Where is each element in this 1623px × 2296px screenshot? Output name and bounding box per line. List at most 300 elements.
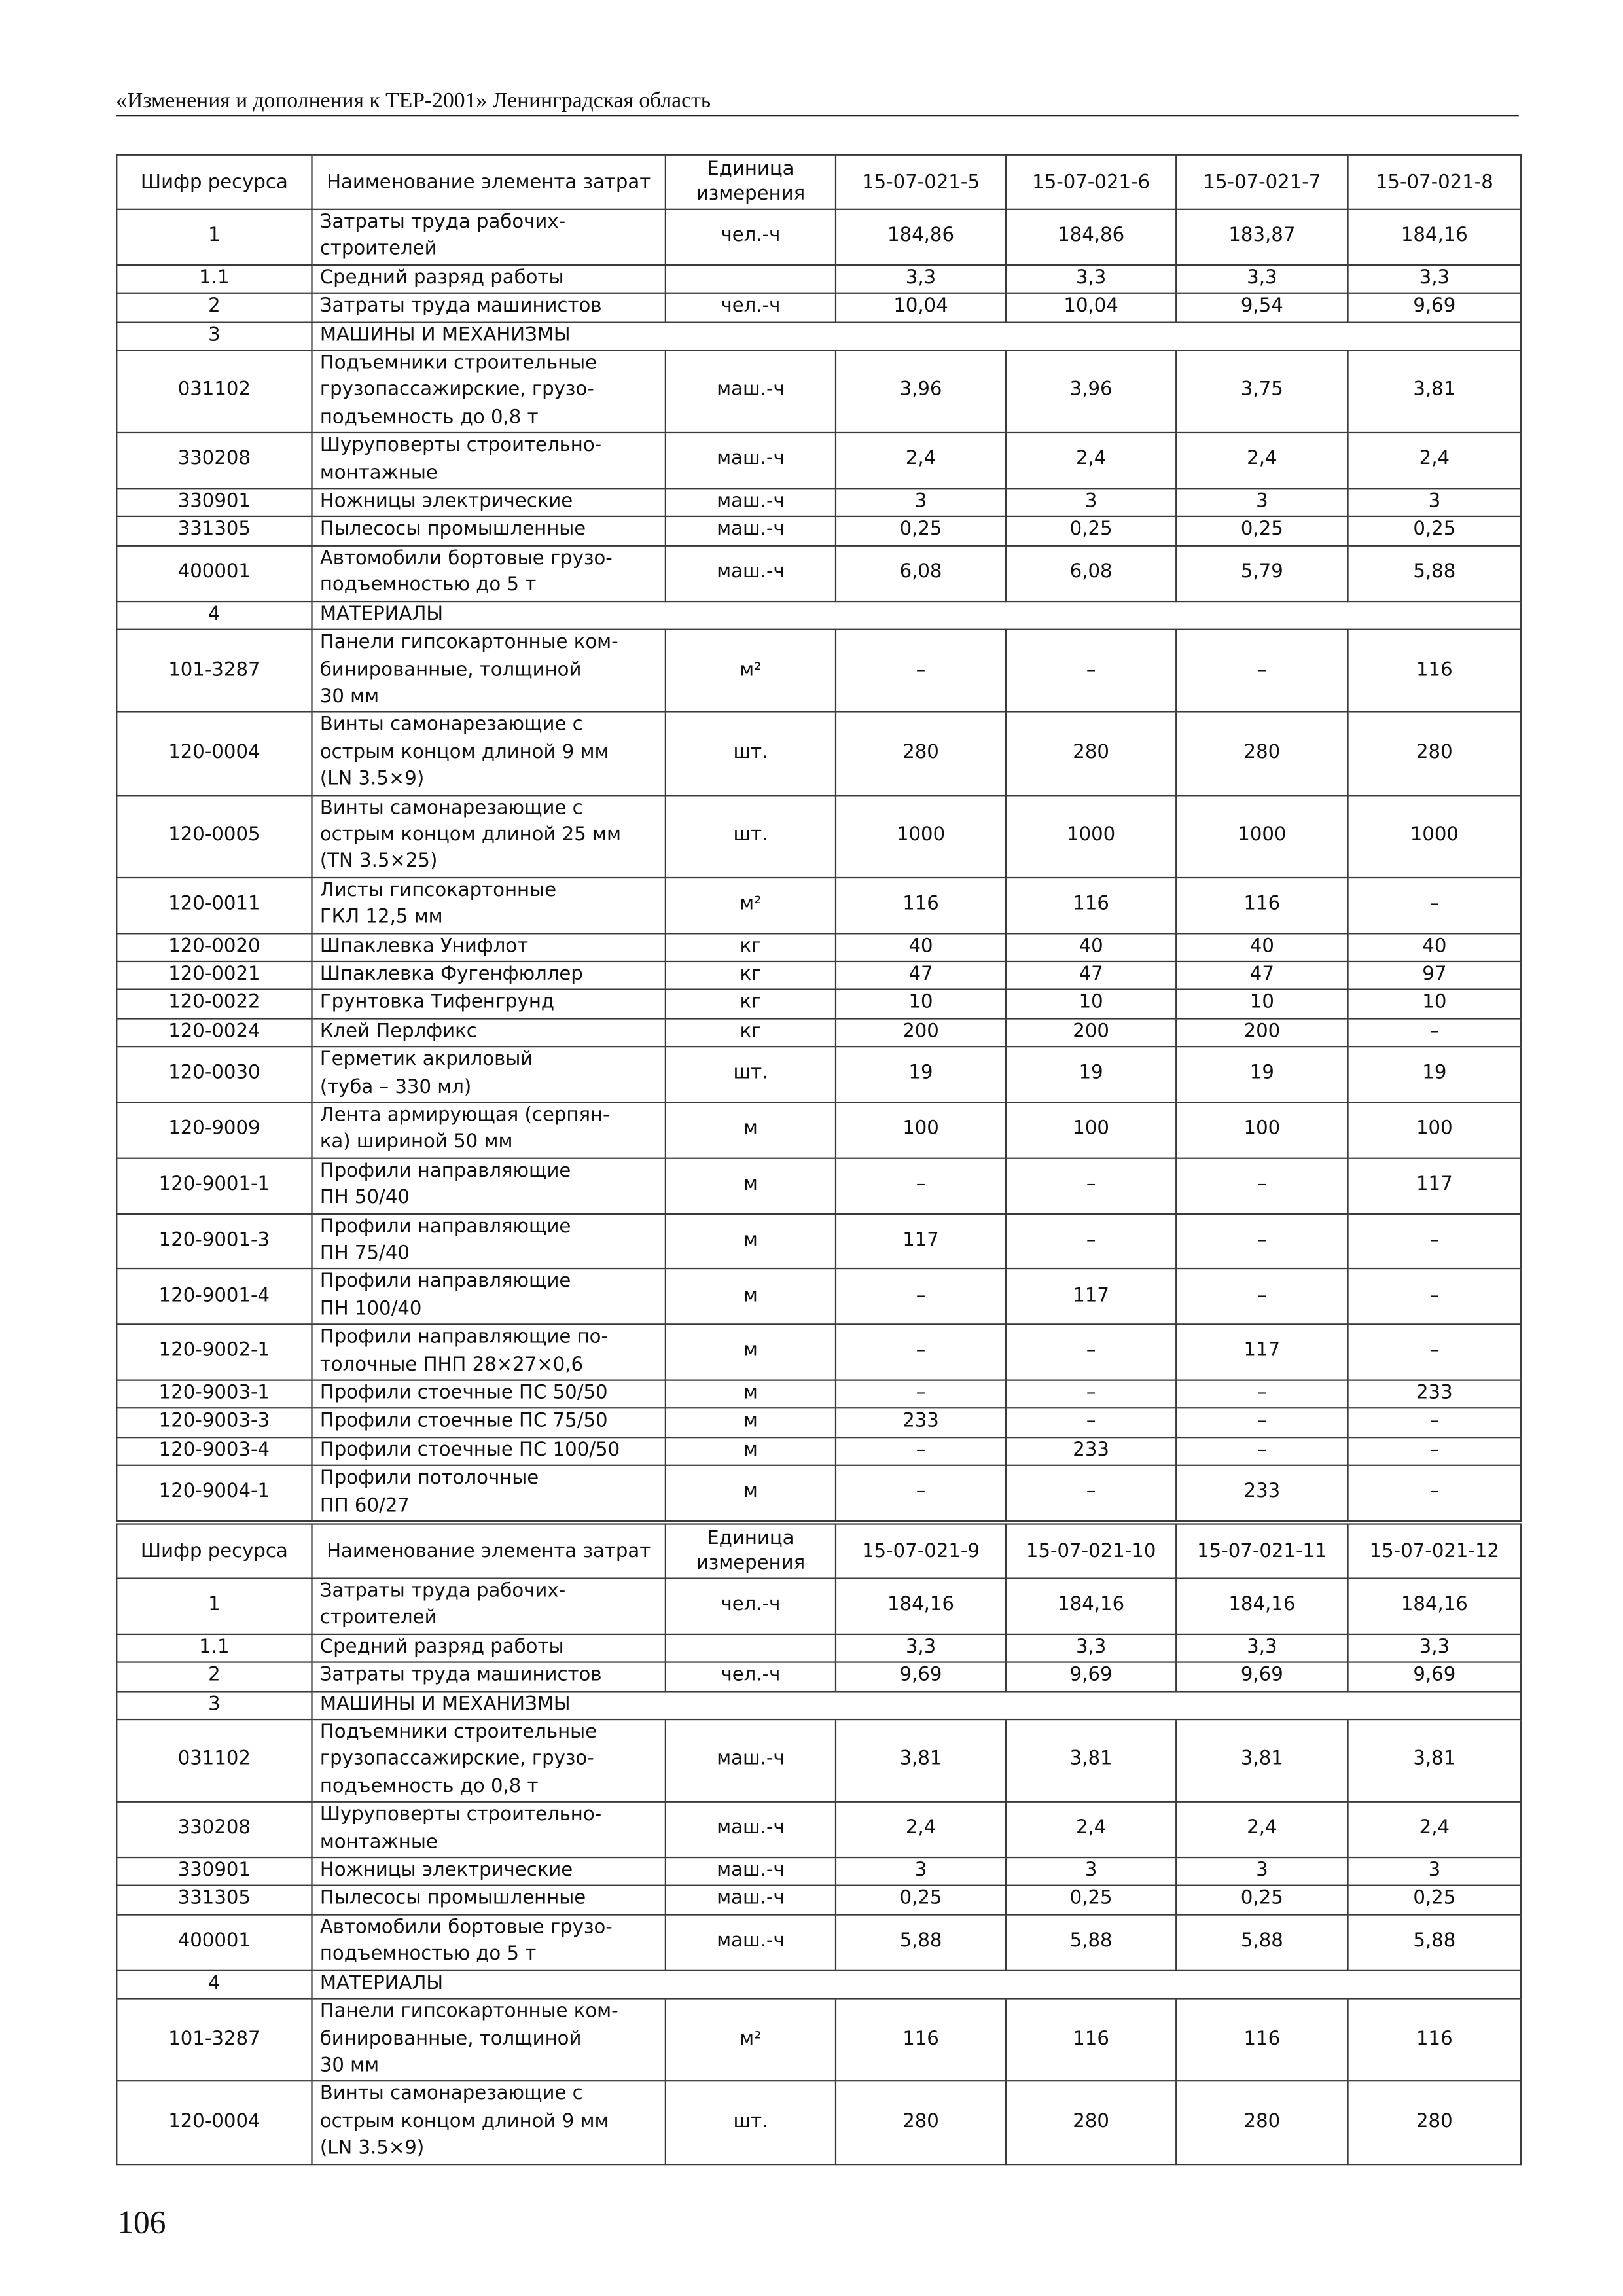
norm-value: 9,69: [1348, 293, 1522, 322]
norm-value: 3,75: [1176, 350, 1347, 433]
resource-unit: шт.: [666, 2081, 836, 2164]
norm-value: –: [1006, 1465, 1176, 1521]
resource-name: [312, 1579, 665, 1634]
norm-value: 280: [1006, 712, 1176, 795]
resource-unit: маш.-ч: [666, 1719, 836, 1802]
resource-name: [312, 1914, 665, 1970]
table-row: [116, 1047, 1521, 1103]
resource-code: 330208: [116, 1802, 312, 1857]
table-row: [116, 293, 1521, 322]
resource-unit: м²: [666, 877, 836, 933]
resource-unit: чел.-ч: [666, 293, 836, 322]
norm-value: –: [1006, 1380, 1176, 1409]
resource-code: 031102: [116, 350, 312, 433]
table-row: [116, 1269, 1521, 1325]
resource-name-line: грузопассажирские, грузо-: [319, 1748, 594, 1771]
norm-value: 280: [1348, 2081, 1522, 2164]
resource-name-line: Винты самонарезающие с: [319, 2083, 583, 2106]
norm-value: –: [1176, 1213, 1347, 1269]
resource-name-line: Шпаклевка Фугенфюллер: [319, 963, 583, 986]
resource-name: [312, 630, 665, 712]
resource-name-line: Шпаклевка Унифлот: [319, 935, 529, 958]
resource-unit: маш.-ч: [666, 350, 836, 433]
norm-value: 47: [1006, 961, 1176, 990]
norm-value: –: [1176, 1380, 1347, 1409]
resource-table-1: [116, 154, 1522, 1522]
norm-value: 3,3: [1006, 1634, 1176, 1662]
norm-value: 19: [1176, 1047, 1347, 1103]
resource-name-line: строителей: [319, 1607, 437, 1630]
resource-code: 1: [116, 209, 312, 265]
table-row: [116, 1999, 1521, 2081]
resource-unit: кг: [666, 961, 836, 990]
resource-unit: шт.: [666, 1047, 836, 1103]
resource-unit: кг: [666, 990, 836, 1018]
resource-code: 120-9001-3: [116, 1213, 312, 1269]
resource-name: [312, 1634, 665, 1662]
norm-value: 3: [1006, 1857, 1176, 1886]
norm-value: 3,81: [1006, 1719, 1176, 1802]
norm-value: 5,88: [1348, 546, 1522, 601]
resource-unit: [666, 265, 836, 294]
norm-value: 2,4: [1348, 433, 1522, 489]
resource-name-line: монтажные: [319, 1831, 438, 1854]
header-norm: 15-07-021-10: [1006, 1524, 1176, 1579]
norm-value: 6,08: [1006, 546, 1176, 601]
resource-name: [312, 293, 665, 322]
resource-unit: маш.-ч: [666, 433, 836, 489]
norm-value: 1000: [1006, 795, 1176, 877]
resource-name-line: ПП 60/27: [319, 1495, 410, 1517]
norm-value: 117: [836, 1213, 1006, 1269]
norm-value: 5,79: [1176, 546, 1347, 601]
resource-name: [312, 961, 665, 990]
resource-code: 120-9009: [116, 1102, 312, 1158]
norm-value: 3,81: [1348, 1719, 1522, 1802]
resource-name-line: подъемность до 0,8 т: [319, 1776, 539, 1798]
norm-value: 3: [836, 1857, 1006, 1886]
norm-value: 40: [1006, 933, 1176, 961]
norm-value: 3,3: [1176, 265, 1347, 294]
norm-value: 10: [1176, 990, 1347, 1018]
norm-value: 116: [1176, 877, 1347, 933]
resource-name: [312, 877, 665, 933]
header-norm: 15-07-021-9: [836, 1524, 1006, 1579]
norm-value: 2,4: [1006, 1802, 1176, 1857]
resource-name: [312, 488, 665, 517]
resource-unit: маш.-ч: [666, 517, 836, 546]
resource-name-line: ка) шириной 50 мм: [319, 1132, 513, 1154]
norm-value: 1000: [1176, 795, 1347, 877]
table-row: [116, 1158, 1521, 1213]
resource-code: 120-9003-1: [116, 1380, 312, 1409]
norm-value: 9,69: [1006, 1662, 1176, 1691]
resource-name-line: подъемностью до 5 т: [319, 1943, 537, 1966]
table-header-row: [116, 155, 1521, 209]
resource-code: 2: [116, 293, 312, 322]
norm-value: –: [1176, 1408, 1347, 1437]
table-row: [116, 1886, 1521, 1915]
resource-unit: м: [666, 1325, 836, 1380]
resource-code: 120-0022: [116, 990, 312, 1018]
norm-value: 2,4: [1006, 433, 1176, 489]
header-norm: 15-07-021-5: [836, 155, 1006, 209]
norm-value: 47: [836, 961, 1006, 990]
section-title: МАШИНЫ И МЕХАНИЗМЫ: [312, 1691, 1521, 1720]
resource-unit: м: [666, 1465, 836, 1521]
norm-value: 280: [836, 712, 1006, 795]
resource-name: [312, 1999, 665, 2081]
resource-name-line: 30 мм: [319, 2054, 380, 2077]
table-row: [116, 1102, 1521, 1158]
resource-code: 120-9001-4: [116, 1269, 312, 1325]
norm-value: 3,96: [836, 350, 1006, 433]
resource-name-line: Профили направляющие: [319, 1215, 571, 1238]
norm-value: 97: [1348, 961, 1522, 990]
resource-unit: шт.: [666, 795, 836, 877]
norm-value: 19: [1006, 1047, 1176, 1103]
resource-code: 120-0004: [116, 712, 312, 795]
resource-name: [312, 1158, 665, 1213]
resource-code: 1.1: [116, 265, 312, 294]
norm-value: 200: [1176, 1018, 1347, 1047]
resource-code: 120-9004-1: [116, 1465, 312, 1521]
resource-name-line: Средний разряд работы: [319, 267, 564, 289]
resource-name-line: Профили направляющие по-: [319, 1327, 609, 1349]
norm-value: 10: [1006, 990, 1176, 1018]
table-row: [116, 712, 1521, 795]
resource-name-line: Профили стоечные ПС 50/50: [319, 1382, 608, 1405]
norm-value: 2,4: [1176, 433, 1347, 489]
resource-name: [312, 1437, 665, 1466]
norm-value: 3: [1006, 488, 1176, 517]
norm-value: –: [1348, 1437, 1522, 1466]
header-norm: 15-07-021-7: [1176, 155, 1347, 209]
header-name: Наименование элемента затрат: [312, 155, 665, 209]
resource-name: [312, 990, 665, 1018]
resource-code: 400001: [116, 1914, 312, 1970]
norm-value: –: [1348, 1408, 1522, 1437]
norm-value: 280: [1348, 712, 1522, 795]
norm-value: 0,25: [1176, 1886, 1347, 1915]
resource-name-line: ПН 50/40: [319, 1187, 410, 1210]
table-row: [116, 1380, 1521, 1409]
resource-name-line: (LN 3.5×9): [319, 2137, 425, 2160]
norm-value: –: [836, 1465, 1006, 1521]
table-row: [116, 350, 1521, 433]
resource-name-line: Шуруповерты строительно-: [319, 1804, 602, 1827]
norm-value: 40: [836, 933, 1006, 961]
resource-name-line: бинированные, толщиной: [319, 658, 582, 681]
norm-value: 9,69: [1348, 1662, 1522, 1691]
resource-name-line: Средний разряд работы: [319, 1636, 564, 1659]
resource-unit: [666, 1634, 836, 1662]
resource-code: 3: [116, 1691, 312, 1720]
running-header: «Изменения и дополнения к ТЕР-2001» Ленинградская область: [116, 89, 711, 113]
norm-value: 233: [1348, 1380, 1522, 1409]
table-row: [116, 1408, 1521, 1437]
resource-name: [312, 546, 665, 601]
norm-value: 3,81: [1348, 350, 1522, 433]
resource-name: [312, 1802, 665, 1857]
table-row: [116, 795, 1521, 877]
table-row: [116, 961, 1521, 990]
resource-unit: м: [666, 1380, 836, 1409]
norm-value: 3: [1176, 488, 1347, 517]
resource-name-line: Пылесосы промышленные: [319, 519, 586, 541]
norm-value: –: [1006, 1408, 1176, 1437]
resource-name: [312, 1408, 665, 1437]
table-row: [116, 488, 1521, 517]
resource-name-line: острым концом длиной 25 мм: [319, 823, 622, 846]
resource-code: 120-0004: [116, 2081, 312, 2164]
resource-name: [312, 1380, 665, 1409]
norm-value: 5,88: [1176, 1914, 1347, 1970]
resource-unit: м: [666, 1102, 836, 1158]
table-row: [116, 1437, 1521, 1466]
table-row: [116, 630, 1521, 712]
resource-name: [312, 1662, 665, 1691]
norm-value: 47: [1176, 961, 1347, 990]
norm-value: 184,16: [1348, 209, 1522, 265]
norm-value: 5,88: [1348, 1914, 1522, 1970]
norm-value: 3: [1176, 1857, 1347, 1886]
resource-code: 120-0024: [116, 1018, 312, 1047]
norm-value: 3: [1348, 488, 1522, 517]
norm-value: 0,25: [1348, 517, 1522, 546]
page-number: 106: [117, 2203, 166, 2240]
resource-code: 120-9002-1: [116, 1325, 312, 1380]
table-row: [116, 1857, 1521, 1886]
resource-name-line: Герметик акриловый: [319, 1049, 533, 1071]
resource-name-line: Автомобили бортовые грузо-: [319, 547, 613, 570]
resource-name: [312, 2081, 665, 2164]
resource-name-line: ГКЛ 12,5 мм: [319, 906, 443, 929]
table-row: [116, 990, 1521, 1018]
norm-value: –: [836, 1325, 1006, 1380]
resource-code: 4: [116, 601, 312, 630]
norm-value: 280: [1176, 2081, 1347, 2164]
table-header-row: [116, 1524, 1521, 1579]
header-code: Шифр ресурса: [116, 1524, 312, 1579]
norm-value: 40: [1348, 933, 1522, 961]
resource-name-line: Профили потолочные: [319, 1467, 539, 1490]
norm-value: 10,04: [1006, 293, 1176, 322]
resource-name-line: Затраты труда рабочих-: [319, 1580, 566, 1603]
norm-value: –: [1348, 1325, 1522, 1380]
resource-name: [312, 1719, 665, 1802]
table-row: [116, 265, 1521, 294]
table-row: [116, 1325, 1521, 1380]
norm-value: –: [1348, 1213, 1522, 1269]
norm-value: 9,69: [1176, 1662, 1347, 1691]
norm-value: 2,4: [836, 1802, 1006, 1857]
norm-value: 5,88: [836, 1914, 1006, 1970]
norm-value: –: [1006, 1158, 1176, 1213]
norm-value: 100: [836, 1102, 1006, 1158]
norm-value: –: [836, 1158, 1006, 1213]
resource-name-line: 30 мм: [319, 685, 380, 708]
resource-unit: м: [666, 1269, 836, 1325]
resource-code: 330208: [116, 433, 312, 489]
resource-name-line: острым концом длиной 9 мм: [319, 2110, 609, 2133]
header-norm: 15-07-021-6: [1006, 155, 1176, 209]
section-title: МАШИНЫ И МЕХАНИЗМЫ: [312, 322, 1521, 351]
table-row: [116, 1802, 1521, 1857]
norm-value: 200: [1006, 1018, 1176, 1047]
norm-value: 1000: [836, 795, 1006, 877]
norm-value: 19: [836, 1047, 1006, 1103]
norm-value: 200: [836, 1018, 1006, 1047]
norm-value: 3,96: [1006, 350, 1176, 433]
norm-value: 3,3: [1176, 1634, 1347, 1662]
table-row: [116, 1465, 1521, 1521]
norm-value: 233: [1176, 1465, 1347, 1521]
resource-name: [312, 350, 665, 433]
norm-value: 117: [1006, 1269, 1176, 1325]
resource-unit: м²: [666, 1999, 836, 2081]
norm-value: 100: [1006, 1102, 1176, 1158]
norm-value: 117: [1176, 1325, 1347, 1380]
resource-name: [312, 712, 665, 795]
header-unit: Единица измерения: [666, 1524, 836, 1579]
resource-code: 3: [116, 322, 312, 351]
resource-name-line: Затраты труда машинистов: [319, 295, 602, 318]
table-row: [116, 209, 1521, 265]
resource-name-line: монтажные: [319, 462, 438, 484]
resource-unit: чел.-ч: [666, 1662, 836, 1691]
resource-name: [312, 1047, 665, 1103]
resource-table-2: [116, 1523, 1522, 2164]
norm-value: 3,3: [836, 265, 1006, 294]
section-row: [116, 1970, 1521, 1999]
resource-name-line: грузопассажирские, грузо-: [319, 380, 594, 402]
resource-name-line: острым концом длиной 9 мм: [319, 741, 609, 764]
norm-value: 183,87: [1176, 209, 1347, 265]
resource-code: 330901: [116, 488, 312, 517]
resource-unit: м: [666, 1408, 836, 1437]
norm-value: 280: [836, 2081, 1006, 2164]
norm-value: –: [836, 1437, 1006, 1466]
norm-value: 116: [1348, 630, 1522, 712]
norm-value: –: [1348, 877, 1522, 933]
resource-unit: маш.-ч: [666, 546, 836, 601]
norm-value: 233: [1006, 1437, 1176, 1466]
table-row: [116, 1018, 1521, 1047]
resource-code: 120-9001-1: [116, 1158, 312, 1213]
section-title: МАТЕРИАЛЫ: [312, 601, 1521, 630]
norm-value: 1000: [1348, 795, 1522, 877]
resource-unit: кг: [666, 1018, 836, 1047]
resource-name-line: Панели гипсокартонные ком-: [319, 2001, 618, 2023]
section-title: МАТЕРИАЛЫ: [312, 1970, 1521, 1999]
resource-name: [312, 933, 665, 961]
resource-name-line: Лента армирующая (серпян-: [319, 1104, 610, 1127]
resource-name: [312, 433, 665, 489]
header-norm: 15-07-021-8: [1348, 155, 1522, 209]
resource-code: 1.1: [116, 1634, 312, 1662]
norm-value: –: [836, 630, 1006, 712]
norm-value: 117: [1348, 1158, 1522, 1213]
norm-value: 116: [836, 877, 1006, 933]
resource-name-line: бинированные, толщиной: [319, 2028, 582, 2051]
norm-value: 116: [1176, 1999, 1347, 2081]
norm-value: 0,25: [1176, 517, 1347, 546]
resource-name-line: Автомобили бортовые грузо-: [319, 1916, 613, 1939]
norm-value: 9,69: [836, 1662, 1006, 1691]
resource-name-line: Профили стоечные ПС 100/50: [319, 1439, 620, 1462]
resource-name-line: подъемность до 0,8 т: [319, 406, 539, 429]
resource-name-line: толочные ПНП 28×27×0,6: [319, 1354, 584, 1376]
table-row: [116, 517, 1521, 546]
norm-value: 184,16: [836, 1579, 1006, 1634]
resource-code: 2: [116, 1662, 312, 1691]
resource-code: 331305: [116, 1886, 312, 1915]
norm-value: 116: [1348, 1999, 1522, 2081]
norm-value: –: [1176, 1158, 1347, 1213]
resource-name: [312, 1102, 665, 1158]
norm-value: 100: [1348, 1102, 1522, 1158]
table-row: [116, 1213, 1521, 1269]
table-row: [116, 1662, 1521, 1691]
norm-value: –: [836, 1380, 1006, 1409]
norm-value: 10: [1348, 990, 1522, 1018]
resource-code: 101-3287: [116, 630, 312, 712]
norm-value: 116: [1006, 1999, 1176, 2081]
table-row: [116, 546, 1521, 601]
resource-code: 4: [116, 1970, 312, 1999]
norm-value: 0,25: [1348, 1886, 1522, 1915]
norm-value: 280: [1176, 712, 1347, 795]
resource-name-line: Винты самонарезающие с: [319, 714, 583, 737]
resource-name-line: Шуруповерты строительно-: [319, 435, 602, 457]
table-row: [116, 1719, 1521, 1802]
resource-code: 120-0030: [116, 1047, 312, 1103]
norm-value: 3,81: [836, 1719, 1006, 1802]
resource-name-line: Ножницы электрические: [319, 490, 573, 513]
header-norm: 15-07-021-12: [1348, 1524, 1522, 1579]
norm-value: 116: [1006, 877, 1176, 933]
resource-name: [312, 265, 665, 294]
norm-value: 3: [1348, 1857, 1522, 1886]
norm-value: 0,25: [836, 1886, 1006, 1915]
norm-value: 0,25: [1006, 517, 1176, 546]
resource-unit: маш.-ч: [666, 1857, 836, 1886]
norm-value: 0,25: [836, 517, 1006, 546]
norm-value: –: [1348, 1269, 1522, 1325]
resource-name: [312, 1325, 665, 1380]
resource-unit: м: [666, 1158, 836, 1213]
norm-value: 40: [1176, 933, 1347, 961]
norm-value: 3,3: [1348, 1634, 1522, 1662]
norm-value: 2,4: [1176, 1802, 1347, 1857]
norm-value: 3,81: [1176, 1719, 1347, 1802]
norm-value: 184,86: [836, 209, 1006, 265]
resource-name-line: Подъемники строительные: [319, 352, 597, 375]
resource-code: 120-9003-4: [116, 1437, 312, 1466]
resource-unit: чел.-ч: [666, 209, 836, 265]
resource-unit: кг: [666, 933, 836, 961]
resource-name-line: Панели гипсокартонные ком-: [319, 632, 618, 654]
norm-value: –: [1176, 1269, 1347, 1325]
norm-value: –: [1176, 1437, 1347, 1466]
norm-value: 19: [1348, 1047, 1522, 1103]
resource-name-line: Ножницы электрические: [319, 1859, 573, 1882]
resource-name-line: подъемностью до 5 т: [319, 575, 537, 597]
norm-value: 184,16: [1006, 1579, 1176, 1634]
resource-unit: чел.-ч: [666, 1579, 836, 1634]
resource-unit: м²: [666, 630, 836, 712]
